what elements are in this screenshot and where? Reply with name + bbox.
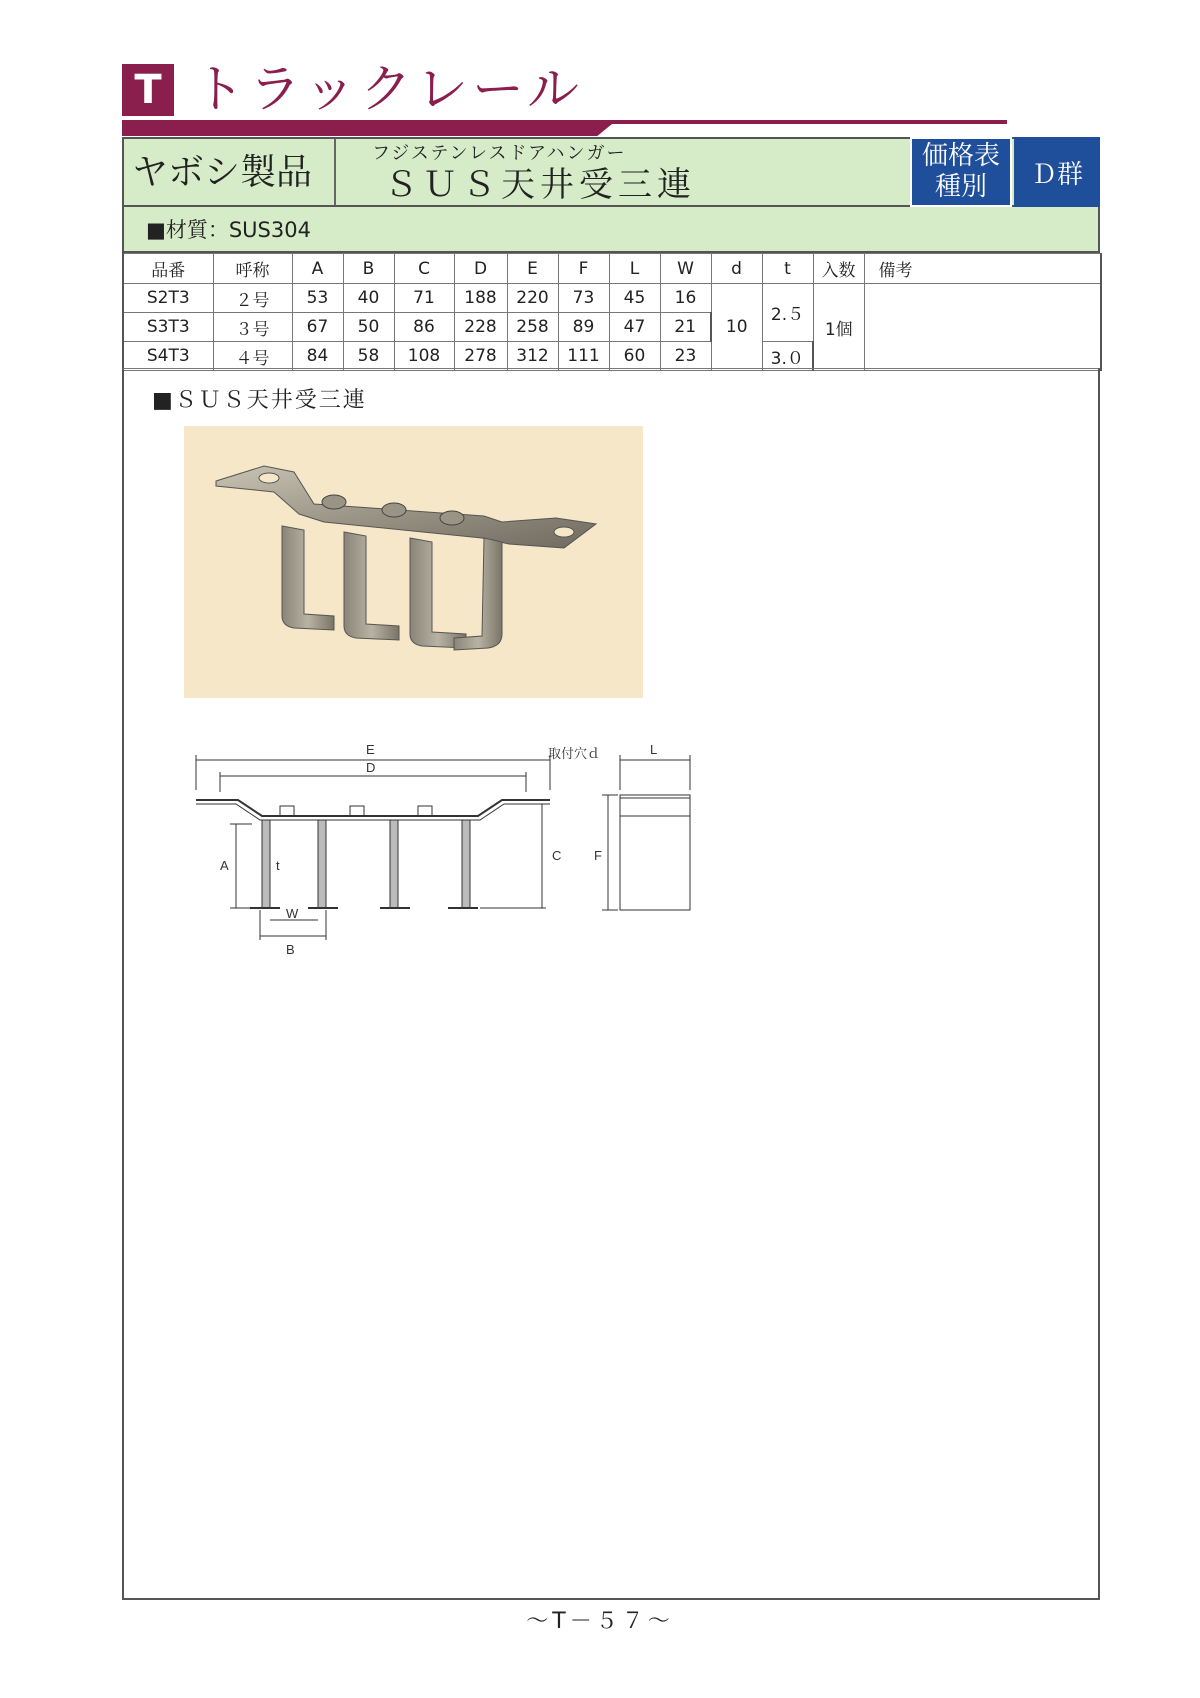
cell-b: 40 xyxy=(343,284,394,313)
col-header: t xyxy=(762,254,813,284)
col-header: C xyxy=(394,254,454,284)
spec-table xyxy=(122,253,1102,371)
cell-quantity: 1個 xyxy=(813,284,864,371)
cell-f: 73 xyxy=(558,284,609,313)
col-header: 品番 xyxy=(123,254,213,284)
cell-l: 45 xyxy=(609,284,660,313)
dim-label-f: F xyxy=(594,848,602,863)
dim-label-l: L xyxy=(650,742,658,757)
cell-d: 278 xyxy=(454,342,507,371)
col-header: L xyxy=(609,254,660,284)
cell-a: 84 xyxy=(292,342,343,371)
cell-t: 2.５ xyxy=(762,284,813,342)
col-header: d xyxy=(711,254,762,284)
cell-d: 228 xyxy=(454,313,507,342)
cell-c: 86 xyxy=(394,313,454,342)
material-text: ■材質：SUS304 xyxy=(146,218,311,242)
col-header: B xyxy=(343,254,394,284)
cell-l: 60 xyxy=(609,342,660,371)
maker-name: ヤボシ製品 xyxy=(132,152,313,193)
dim-label-b: B xyxy=(286,942,295,957)
header-accent xyxy=(122,124,612,136)
category-title: トラックレール xyxy=(193,60,583,120)
cell-remarks xyxy=(864,284,1101,371)
product-name: ＳＵＳ天井受三連 xyxy=(384,165,696,205)
cell-f: 89 xyxy=(558,313,609,342)
cell-code: S3T3 xyxy=(123,313,213,342)
dim-label-c: C xyxy=(552,848,562,863)
cell-name: ４号 xyxy=(213,342,292,371)
col-header: W xyxy=(660,254,711,284)
col-header: 呼称 xyxy=(213,254,292,284)
cell-w: 21 xyxy=(660,313,711,342)
table-header-row xyxy=(123,254,1101,284)
hanger-illustration xyxy=(184,426,643,698)
technical-drawing xyxy=(190,740,770,980)
price-group: Ｄ群 xyxy=(1014,137,1100,207)
cell-d-hole: 10 xyxy=(711,284,762,371)
price-label-line1: 価格表 xyxy=(921,141,1000,171)
divider xyxy=(334,139,336,205)
cell-name: ２号 xyxy=(213,284,292,313)
cell-f: 111 xyxy=(558,342,609,371)
dim-label-hole: 取付穴ｄ xyxy=(548,746,601,761)
cell-name: ３号 xyxy=(213,313,292,342)
col-header: D xyxy=(454,254,507,284)
cell-c: 71 xyxy=(394,284,454,313)
product-photo xyxy=(184,426,643,698)
header-rule xyxy=(122,120,1007,124)
table-row xyxy=(123,284,1101,313)
cell-w: 16 xyxy=(660,284,711,313)
cell-w: 23 xyxy=(660,342,711,371)
cell-a: 67 xyxy=(292,313,343,342)
dim-label-a: A xyxy=(220,858,229,873)
cell-b: 58 xyxy=(343,342,394,371)
price-label-line2: 種別 xyxy=(934,172,987,202)
dim-label-e: E xyxy=(366,742,375,757)
cell-e: 258 xyxy=(507,313,558,342)
series-name: フジステンレスドアハンガー xyxy=(372,143,627,164)
col-header: F xyxy=(558,254,609,284)
figure-heading: ■ＳＵＳ天井受三連 xyxy=(152,388,367,413)
cell-code: S4T3 xyxy=(123,342,213,371)
col-header: A xyxy=(292,254,343,284)
category-badge: T xyxy=(122,64,174,116)
cell-a: 53 xyxy=(292,284,343,313)
cell-code: S2T3 xyxy=(123,284,213,313)
cell-l: 47 xyxy=(609,313,660,342)
col-header: 入数 xyxy=(813,254,864,284)
cell-c: 108 xyxy=(394,342,454,371)
col-header: 備考 xyxy=(864,254,1101,284)
cell-b: 50 xyxy=(343,313,394,342)
page-number: ～T－５７～ xyxy=(526,1609,674,1634)
dim-label-w: W xyxy=(286,906,299,921)
col-header: E xyxy=(507,254,558,284)
cell-t: 3.０ xyxy=(762,342,813,371)
dim-label-d: D xyxy=(366,760,376,775)
cell-e: 220 xyxy=(507,284,558,313)
cell-d: 188 xyxy=(454,284,507,313)
price-table-label xyxy=(910,137,1012,207)
cell-e: 312 xyxy=(507,342,558,371)
dim-label-t: t xyxy=(276,858,280,873)
